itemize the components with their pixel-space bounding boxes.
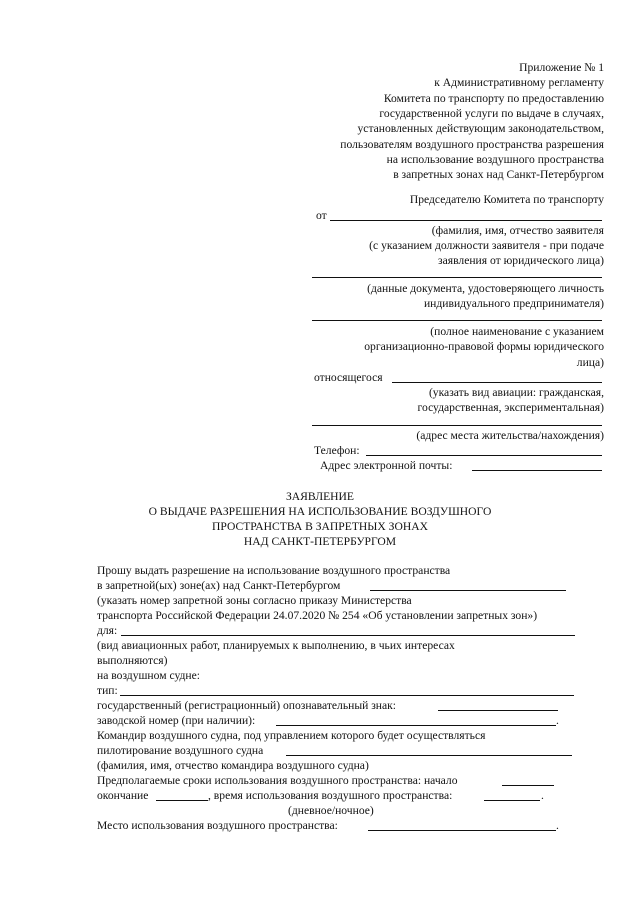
- serial-label: заводской номер (при наличии):: [97, 714, 256, 727]
- document-hint: индивидуального предпринимателя): [423, 297, 604, 310]
- addressee-text: Председателю Комитета по транспорту: [409, 193, 604, 206]
- body-text: в запретной(ых) зоне(ах) над Санкт-Петербургом: [97, 579, 341, 592]
- title-line: НАД САНКТ-ПЕТЕРБУРГОМ: [243, 535, 397, 548]
- body-hint: (указать номер запретной зоны согласно приказу Министерства: [97, 594, 412, 607]
- start-date-field-line[interactable]: [502, 785, 554, 786]
- from-field-line[interactable]: [330, 220, 602, 221]
- appendix-line: на использование воздушного пространства: [386, 153, 604, 166]
- place-label: Место использования воздушного пространства:: [97, 819, 338, 832]
- serial-field-line[interactable]: [276, 725, 556, 726]
- appendix-line: пользователям воздушного пространства разрешения: [340, 138, 604, 151]
- phone-field-line[interactable]: [366, 455, 602, 456]
- time-hint: (дневное/ночное): [288, 804, 374, 817]
- email-field-line[interactable]: [472, 470, 602, 471]
- serial-dot: .: [556, 714, 559, 727]
- from-label: от: [316, 209, 327, 222]
- title-line: ПРОСТРАНСТВА В ЗАПРЕТНЫХ ЗОНАХ: [212, 520, 428, 533]
- appendix-line: установленных действующим законодательством,: [357, 122, 604, 135]
- appendix-line: в запретных зонах над Санкт-Петербургом: [393, 168, 604, 181]
- aircraft-label: на воздушном судне:: [97, 669, 200, 682]
- aviation-field-line[interactable]: [392, 382, 602, 383]
- email-label: Адрес электронной почты:: [320, 459, 453, 472]
- type-field-line[interactable]: [120, 695, 574, 696]
- organization-hint: лица): [576, 356, 604, 369]
- commander-hint: (фамилия, имя, отчество командира воздушного судна): [97, 759, 369, 772]
- end-label: окончание: [97, 789, 149, 802]
- phone-label: Телефон:: [314, 444, 360, 457]
- commander-text: пилотирование воздушного судна: [97, 744, 264, 757]
- purpose-label: для:: [97, 624, 118, 637]
- aviation-hint: государственная, экспериментальная): [417, 401, 604, 414]
- title-line: О ВЫДАЧЕ РАЗРЕШЕНИЯ НА ИСПОЛЬЗОВАНИЕ ВОЗДУШНОГО: [148, 505, 492, 518]
- time-dot: .: [541, 789, 544, 802]
- appendix-line: Комитета по транспорту по предоставлению: [383, 92, 604, 105]
- end-date-field-line[interactable]: [156, 800, 208, 801]
- address-hint: (адрес места жительства/нахождения): [416, 429, 604, 442]
- from-hint: (с указанием должности заявителя - при подаче: [369, 239, 604, 252]
- type-label: тип:: [97, 684, 118, 697]
- purpose-field-line[interactable]: [121, 635, 575, 636]
- document-hint: (данные документа, удостоверяющего личность: [367, 282, 604, 295]
- from-hint: заявления от юридического лица): [438, 254, 604, 267]
- place-field-line[interactable]: [368, 830, 556, 831]
- time-field-line[interactable]: [484, 800, 540, 801]
- organization-hint: (полное наименование с указанием: [430, 325, 604, 338]
- from-hint: (фамилия, имя, отчество заявителя: [431, 224, 604, 237]
- title-line: ЗАЯВЛЕНИЕ: [286, 490, 354, 503]
- appendix-line: государственной услуги по выдаче в случаях,: [379, 107, 604, 120]
- zone-field-line[interactable]: [370, 590, 566, 591]
- document-field-line[interactable]: [312, 277, 602, 278]
- dates-text: Предполагаемые сроки использования воздушного пространства: начало: [97, 774, 458, 787]
- aviation-hint: (указать вид авиации: гражданская,: [428, 386, 604, 399]
- appendix-line: Приложение № 1: [519, 61, 604, 74]
- time-label: , время использования воздушного пространства:: [208, 789, 453, 802]
- registration-label: государственный (регистрационный) опознавательный знак:: [97, 699, 397, 712]
- registration-field-line[interactable]: [438, 710, 558, 711]
- body-text: транспорта Российской Федерации 24.07.2020 № 254 «Об установлении запретных зон»): [97, 609, 538, 622]
- commander-text: Командир воздушного судна, под управлением которого будет осуществляться: [97, 729, 486, 742]
- body-hint: (вид авиационных работ, планируемых к выполнению, в чьих интересах: [97, 639, 455, 652]
- organization-hint: организационно-правовой формы юридического: [364, 340, 604, 353]
- appendix-line: к Административному регламенту: [434, 76, 604, 89]
- commander-field-line[interactable]: [286, 755, 572, 756]
- relates-label: относящегося: [314, 371, 383, 384]
- body-text: Прошу выдать разрешение на использование воздушного пространства: [97, 564, 451, 577]
- place-dot: .: [556, 819, 559, 832]
- address-field-line[interactable]: [312, 425, 602, 426]
- body-hint: выполняются): [97, 654, 168, 667]
- organization-field-line[interactable]: [312, 320, 602, 321]
